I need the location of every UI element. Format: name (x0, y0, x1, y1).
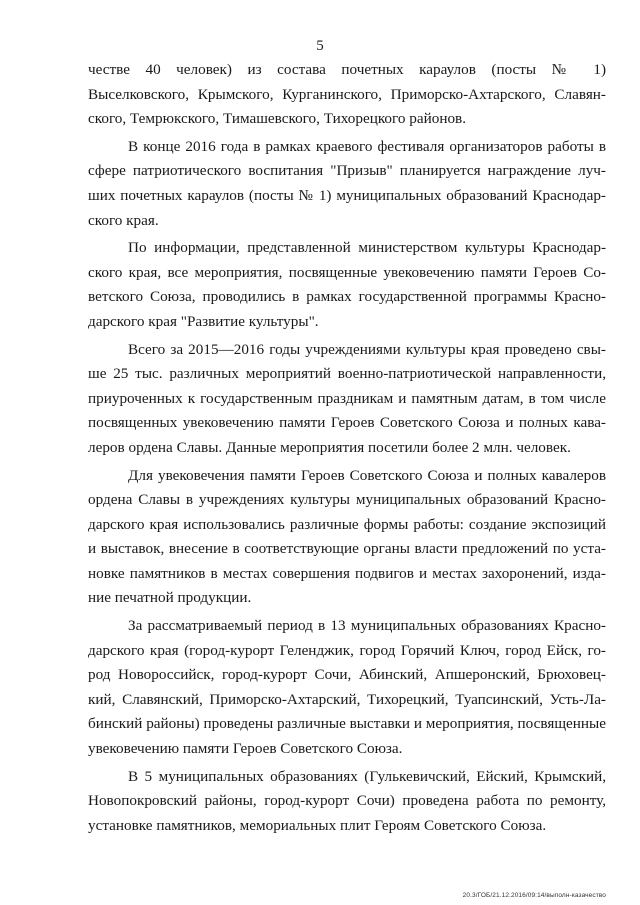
text-line: и выставок, внесение в соответствующие органы власти предложений по уста- (88, 540, 606, 558)
paragraph (88, 58, 606, 132)
text-line: ших почетных караулов (посты № 1) муниципальных образований Краснодар- (88, 186, 606, 204)
text-line: дарского края использовались различные формы работы: создание экспозиций (88, 515, 606, 533)
text-line: приуроченных к государственным праздникам и памятным датам, в том числе (88, 389, 606, 407)
text-line: увековечению памяти Героев Советского Союза. (88, 740, 403, 758)
text-line: ордена Славы в учреждениях культуры муниципальных образований Красно- (88, 491, 606, 509)
text-line: В 5 муниципальных образованиях (Гулькевичский, Ейский, Крымский, (128, 767, 606, 785)
text-line: ского края. (88, 211, 159, 229)
text-line: посвященных увековечению памяти Героев Советского Союза и полных кава- (88, 414, 606, 432)
text-line: сфере патриотического воспитания "Призыв" планируется награждение луч- (88, 162, 606, 180)
text-line: ние печатной продукции. (88, 589, 252, 607)
text-line: Всего за 2015—2016 годы учреждениями культуры края проведено свы- (128, 340, 606, 358)
text-line: новке памятников в местах совершения подвигов и местах захоронений, изда- (88, 564, 606, 582)
text-line: кий, Славянский, Приморско-Ахтарский, Тихорецкий, Туапсинский, Усть-Ла- (88, 690, 606, 708)
paragraph (88, 236, 606, 334)
text-line: По информации, представленной министерством культуры Краснодар- (128, 239, 606, 257)
page-number: 5 (316, 38, 324, 54)
text-line: В конце 2016 года в рамках краевого фестиваля организаторов работы в (128, 137, 606, 155)
document-body (88, 58, 606, 838)
text-line: честве 40 человек) из состава почетных караулов (посты № 1) (88, 61, 606, 78)
text-line: ше 25 тыс. различных мероприятий военно-патриотической направленности, (88, 365, 606, 383)
text-line: За рассматриваемый период в 13 муниципальных образованиях Красно- (128, 617, 606, 635)
text-line: ского, Темрюкского, Тимашевского, Тихорецкого районов. (88, 110, 467, 128)
text-line: леров ордена Славы. Данные мероприятия посетили более 2 млн. человек. (88, 438, 571, 456)
footer-document-stamp: 20.3/ГОБ/21.12.2016/09:14/выполн-казачество (462, 892, 606, 899)
paragraph (88, 765, 606, 839)
text-line: установке памятников, мемориальных плит Героям Советского Союза. (88, 816, 547, 834)
text-line: дарского края "Развитие культуры". (88, 312, 319, 330)
paragraph (88, 135, 606, 233)
paragraph (88, 338, 606, 461)
text-line: Новопокровский районы, город-курорт Сочи) проведена работа по ремонту, (88, 792, 606, 810)
text-line: бинский районы) проведены различные выставки и мероприятия, посвященные (88, 715, 606, 733)
paragraph (88, 614, 606, 762)
text-line: Для увековечения памяти Героев Советского Союза и полных кавалеров (128, 466, 606, 484)
text-line: ветского Союза, проводились в рамках государственной программы Красно- (88, 288, 606, 306)
text-line: дарского края (город-курорт Геленджик, город Горячий Ключ, город Ейск, го- (88, 641, 606, 659)
paragraph (88, 464, 606, 612)
text-line: ского края, все мероприятия, посвященные увековечению памяти Героев Со- (88, 263, 606, 281)
text-line: Выселковского, Крымского, Курганинского, Приморско-Ахтарского, Славян- (88, 85, 606, 103)
text-line: род Новороссийск, город-курорт Сочи, Абинский, Апшеронский, Брюховец- (88, 666, 606, 684)
